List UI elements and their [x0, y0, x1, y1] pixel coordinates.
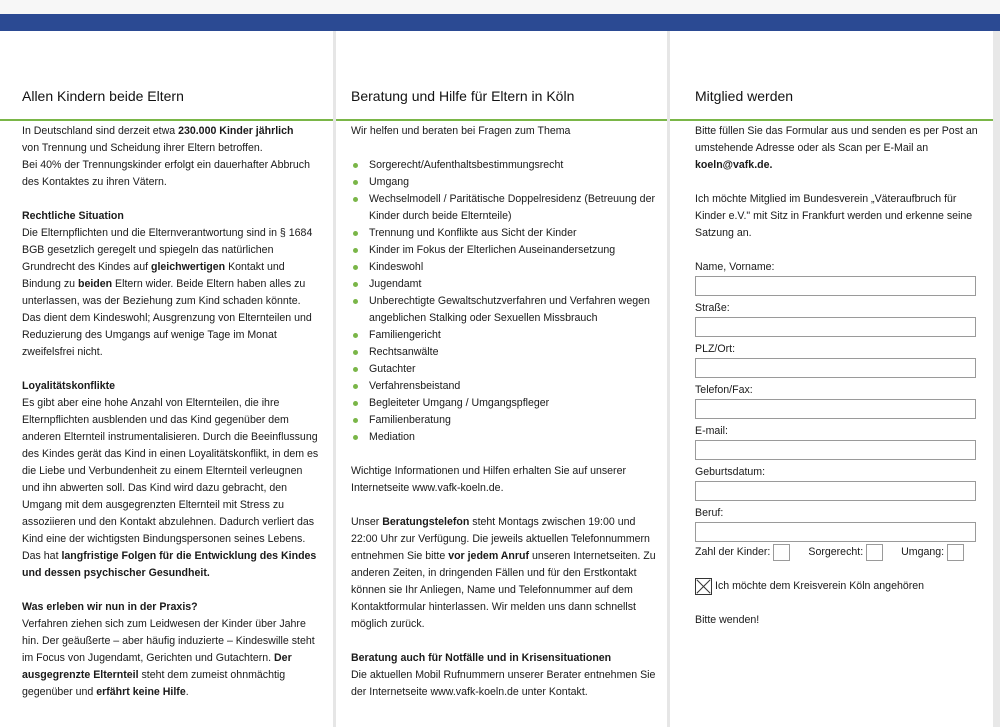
email-label: E-mail: — [695, 425, 728, 437]
phone-paragraph — [351, 514, 657, 633]
intro-paragraph — [22, 123, 319, 191]
text-run: In Deutschland sind derzeit etwa — [22, 125, 179, 137]
panel-body — [22, 123, 319, 701]
highlight-text: erfährt keine Hilfe — [96, 686, 186, 698]
highlight-text: beiden — [77, 278, 113, 290]
bullet-icon — [353, 401, 358, 406]
list-item — [351, 344, 657, 361]
text-run: Es gibt aber eine hohe Anzahl von Elternteilen, die ihre Elternpflichten ausblenden und das Kind gegenüber dem anderen Elternteil instrumentalisieren. Durch die Beeinflussung des Kindes gerät das Kind in einen Loyalitätskonflikt, in dem es die Liebe und Verbundenheit zu einem Elternteil verleugnen und ihn abwerten soll. Das Kind wird dazu gebracht, den Umgang mit dem ausgegrenzten Elternteil mit Stress zu assoziieren und den Kontakt abzulehnen. Dadurch verliert das Kind eine der wichtigsten Bindungspersonen seines Lebens. Das hat — [22, 397, 319, 562]
bullet-icon — [353, 333, 358, 338]
street-field[interactable] — [695, 317, 976, 337]
text-run: . — [185, 686, 189, 698]
turn-over-note: Bitte wenden! — [695, 614, 760, 626]
text-run: unseren Internetseiten. Zu anderen Zeiten, in dringenden Fällen und für den Erstkontakt können sie Ihr Anliegen, Name und Telefonnummer auf dem Kontaktformular hinterlassen. Wir melden uns dann schnellst möglich zurück. — [351, 550, 656, 630]
text-run: Kontakt und Bindung zu — [22, 261, 285, 290]
list-item — [351, 259, 657, 276]
visitation-label: Umgang: — [901, 546, 945, 558]
list-item — [351, 361, 657, 378]
website-paragraph: Wichtige Informationen und Hilfen erhalten Sie auf unserer Internetseite www.vafk-koeln.de. — [351, 465, 627, 494]
list-item — [351, 395, 657, 412]
topics-intro: Wir helfen und beraten bei Fragen zum Thema — [351, 125, 571, 137]
list-item — [351, 412, 657, 429]
legal-paragraph — [22, 225, 319, 361]
bullet-icon — [353, 418, 358, 423]
section-title-practice: Was erleben wir nun in der Praxis? — [22, 601, 198, 613]
list-item-text: Kindeswohl — [369, 261, 424, 273]
bullet-icon — [353, 231, 358, 236]
phone-label: Telefon/Fax: — [695, 384, 753, 396]
list-item-text: Jugendamt — [369, 278, 422, 290]
birthdate-label: Geburtsdatum: — [695, 466, 766, 478]
list-item-text: Familienberatung — [369, 414, 451, 426]
list-item — [351, 429, 657, 446]
custody-box[interactable] — [866, 544, 883, 561]
zip-city-label: PLZ/Ort: — [695, 343, 736, 355]
topics-list — [351, 157, 657, 446]
text-run: steht Montags zwischen 19:00 und 22:00 Uhr zur Verfügung. Die jeweils aktuellen Telefonnummern entnehmen Sie bitte — [351, 516, 650, 562]
children-count-box[interactable] — [773, 544, 790, 561]
page-edge — [993, 31, 1000, 727]
panel-header — [336, 31, 667, 121]
text-run: Unser — [351, 516, 383, 528]
panel-body — [351, 123, 657, 701]
highlight-text: 230.000 Kinder jährlich — [178, 125, 294, 137]
email-field[interactable] — [695, 440, 976, 460]
list-item-text: Mediation — [369, 431, 415, 443]
panel-header — [670, 31, 993, 121]
bullet-icon — [353, 197, 358, 202]
job-field[interactable] — [695, 522, 976, 542]
list-item — [351, 293, 657, 327]
emergency-paragraph: Die aktuellen Mobil Rufnummern unserer Berater entnehmen Sie der Internetseite www.vafk-koeln.de unter Kontakt. — [351, 669, 656, 698]
list-item — [351, 378, 657, 395]
list-item — [351, 242, 657, 259]
text-run: von Trennung und Scheidung ihrer Eltern betroffen. — [22, 142, 263, 154]
list-item-text: Rechtsanwälte — [369, 346, 439, 358]
membership-declaration: Ich möchte Mitglied im Bundesverein „Väteraufbruch für Kinder e.V." mit Sitz in Frankfurt werden und erkenne seine Satzung an. — [695, 193, 973, 239]
list-item-text: Trennung und Konflikte aus Sicht der Kinder — [369, 227, 577, 239]
local-chapter-row — [695, 578, 979, 595]
highlight-text: vor jedem Anruf — [448, 550, 530, 562]
list-item-text: Familiengericht — [369, 329, 441, 341]
panel-left — [0, 31, 333, 727]
panel-title: Mitglied werden — [695, 88, 794, 104]
list-item-text: Sorgerecht/Aufenthaltsbestimmungsrecht — [369, 159, 564, 171]
section-title-legal: Rechtliche Situation — [22, 210, 124, 222]
list-item — [351, 225, 657, 242]
panel-middle — [336, 31, 667, 727]
list-item-text: Gutachter — [369, 363, 416, 375]
zip-city-field[interactable] — [695, 358, 976, 378]
list-item — [351, 174, 657, 191]
text-run: Bei 40% der Trennungskinder erfolgt ein dauerhafter Abbruch des Kontaktes zu ihren Vätern. — [22, 159, 310, 188]
email-link[interactable]: koeln@vafk.de. — [695, 159, 773, 171]
practice-paragraph — [22, 616, 319, 701]
highlight-text: Beratungstelefon — [382, 516, 470, 528]
list-item — [351, 327, 657, 344]
bullet-icon — [353, 350, 358, 355]
bullet-icon — [353, 265, 358, 270]
list-item-text: Unberechtigte Gewaltschutzverfahren und Verfahren wegen angeblichen Stalking oder Sexuellen Missbrauch — [369, 295, 650, 324]
bullet-icon — [353, 384, 358, 389]
text-run: Bitte füllen Sie das Formular aus und senden es per Post an umstehende Adresse oder als Scan per E-Mail an — [695, 125, 978, 154]
list-item-text: Begleiteter Umgang / Umgangspfleger — [369, 397, 550, 409]
form-intro — [695, 123, 979, 174]
birthdate-field[interactable] — [695, 481, 976, 501]
text-run: steht dem zumeist ohnmächtig gegenüber und — [22, 669, 286, 698]
bullet-icon — [353, 180, 358, 185]
name-field[interactable] — [695, 276, 976, 296]
bullet-icon — [353, 435, 358, 440]
street-label: Straße: — [695, 302, 730, 314]
list-item-text: Umgang — [369, 176, 410, 188]
panel-header — [0, 31, 333, 121]
list-item — [351, 276, 657, 293]
family-row — [695, 544, 979, 561]
top-margin — [0, 0, 1000, 14]
bullet-icon — [353, 367, 358, 372]
name-label: Name, Vorname: — [695, 261, 775, 273]
list-item-text: Wechselmodell / Paritätische Doppelresidenz (Betreuung der Kinder durch beide Elternteile) — [369, 193, 655, 222]
local-chapter-checkbox[interactable] — [695, 578, 712, 595]
local-chapter-label: Ich möchte dem Kreisverein Köln angehören — [715, 580, 925, 592]
panel-body — [695, 123, 979, 629]
loyalty-paragraph — [22, 395, 319, 582]
list-item — [351, 191, 657, 225]
text-run: Verfahren ziehen sich zum Leidwesen der Kinder über Jahre hin. Der geäußerte – aber häufig induzierte – Kindeswille steht im Focus von Jugendamt, Gerichten und Gutachtern. — [22, 618, 315, 664]
panel-title: Beratung und Hilfe für Eltern in Köln — [351, 88, 575, 104]
section-title-loyalty: Loyalitätskonflikte — [22, 380, 116, 392]
list-item — [351, 157, 657, 174]
section-title-emergency: Beratung auch für Notfälle und in Krisensituationen — [351, 652, 612, 664]
job-label: Beruf: — [695, 507, 724, 519]
bullet-icon — [353, 299, 358, 304]
bullet-icon — [353, 248, 358, 253]
bullet-icon — [353, 163, 358, 168]
highlight-text: langfristige Folgen für die Entwicklung des Kindes und dessen psychischer Gesundheit. — [22, 550, 317, 579]
highlight-text: Der ausgegrenzte Elternteil — [22, 652, 292, 681]
custody-label: Sorgerecht: — [808, 546, 864, 558]
children-count-label: Zahl der Kinder: — [695, 546, 771, 558]
list-item-text: Verfahrensbeistand — [369, 380, 461, 392]
panel-title: Allen Kindern beide Eltern — [22, 88, 184, 104]
text-run: Eltern wider. Beide Eltern haben alles zu unterlassen, was der Beziehung zum Kind schaden könnte. Das dient dem Kindeswohl; Ausgrenzung von Elternteilen und Reduzierung des Umgangs auf wenige Tage im Monat zweifelsfrei nicht. — [22, 278, 312, 358]
panel-right — [670, 31, 993, 727]
phone-field[interactable] — [695, 399, 976, 419]
bullet-icon — [353, 282, 358, 287]
blue-header-band — [0, 14, 1000, 31]
list-item-text: Kinder im Fokus der Elterlichen Auseinandersetzung — [369, 244, 616, 256]
visitation-box[interactable] — [947, 544, 964, 561]
text-run: Die Elternpflichten und die Elternverantwortung sind in § 1684 BGB gesetzlich geregelt und spiegeln das natürlichen Grundrecht des Kindes auf — [22, 227, 313, 273]
highlight-text: gleichwertigen — [150, 261, 226, 273]
